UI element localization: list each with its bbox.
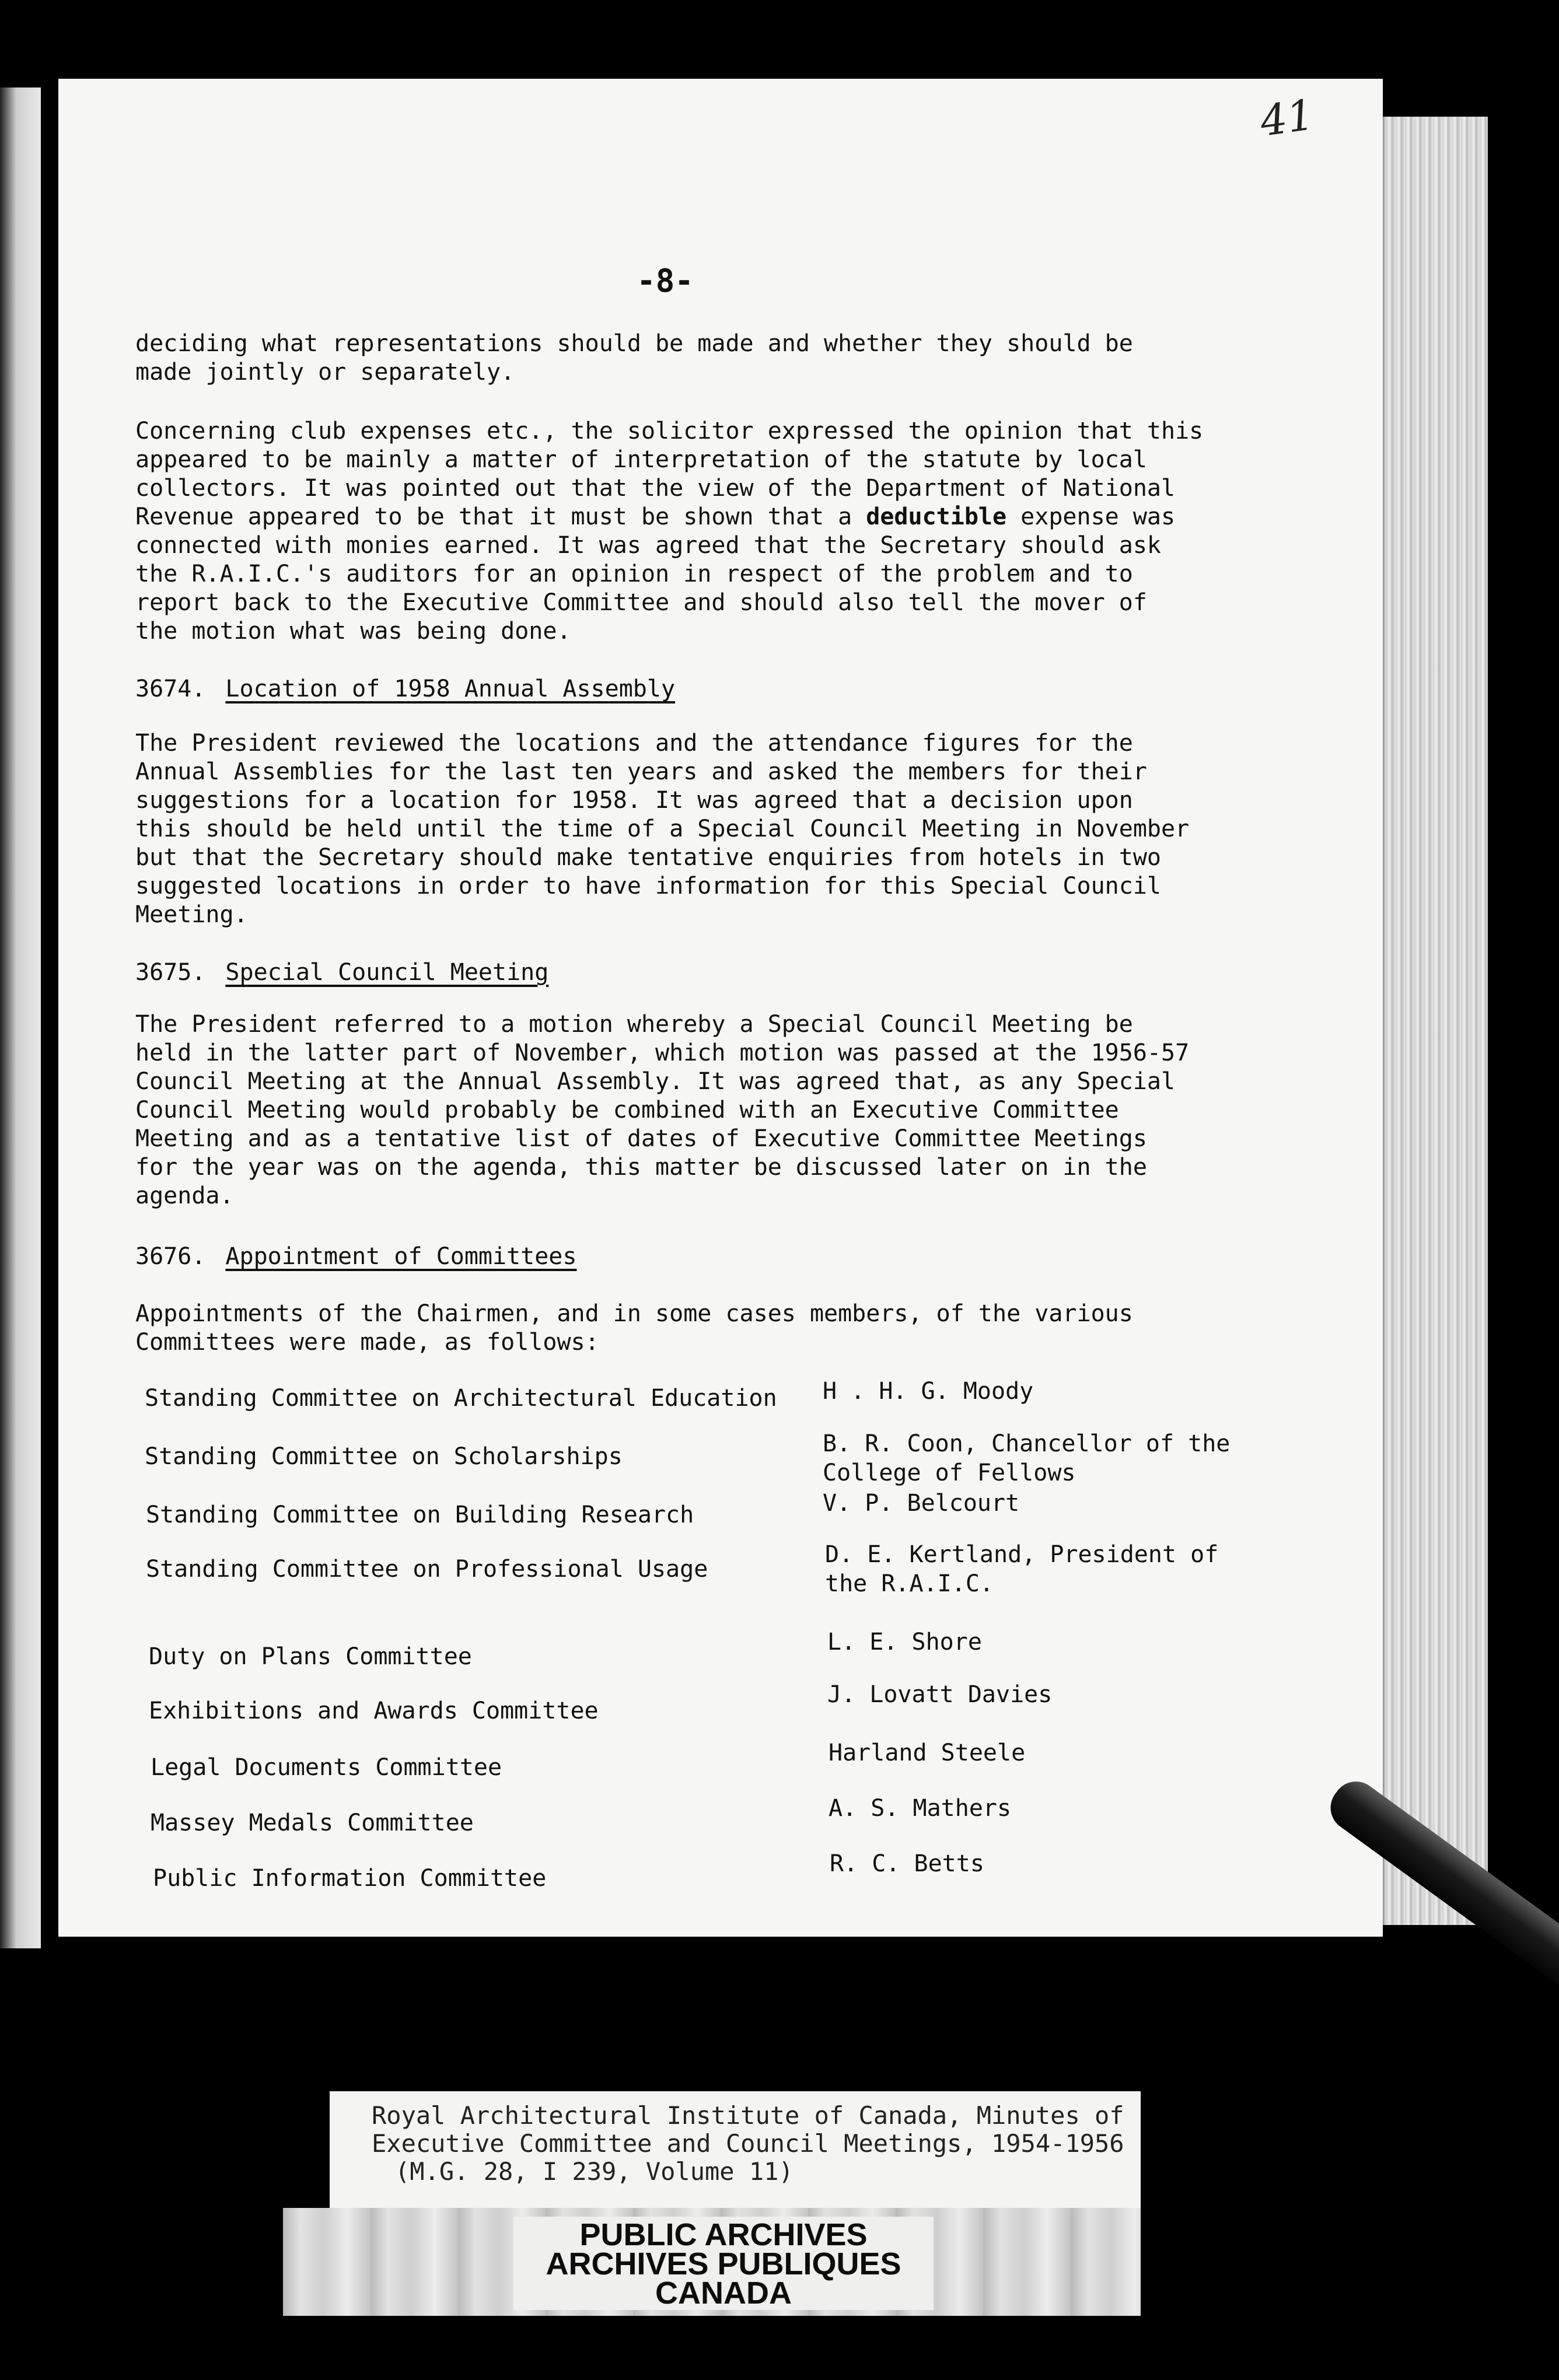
typed-page-marker: -8- [637,262,694,299]
section-title: Special Council Meeting [225,959,549,986]
stamp-line: CANADA [655,2276,792,2311]
paragraph-line: Council Meeting at the Annual Assembly. It was agreed that, as any Special [135,1068,1176,1095]
committee-name: Public Information Committee [153,1865,547,1892]
archives-stamp [513,2217,934,2310]
section-number: 3675. [135,959,206,986]
committee-chair: A. S. Mathers [829,1795,1012,1822]
paragraph-line: suggested locations in order to have information for this Special Council [135,873,1161,900]
committee-chair: V. P. Belcourt [823,1490,1020,1517]
paragraph-line: Committees were made, as follows: [135,1329,599,1356]
section-body-3676 [135,1300,1209,1357]
section-body-3674 [135,729,1209,929]
stamp-line: PUBLIC ARCHIVES [579,2217,868,2252]
committee-name: Standing Committee on Scholarships [145,1443,623,1470]
committee-name: Standing Committee on Building Research [146,1502,694,1528]
paragraph-line: Meeting and as a tentative list of dates of Executive Committee Meetings [135,1125,1147,1152]
paragraph-line: agenda. [135,1182,234,1209]
paragraph-line: The President referred to a motion whereby a Special Council Meeting be [135,1011,1133,1038]
paragraph-line: Council Meeting would probably be combined with an Executive Committee [135,1097,1119,1124]
paragraph-line: for the year was on the agenda, this matter be discussed later on in the [135,1154,1147,1181]
paragraph-line: suggestions for a location for 1958. It was agreed that a decision upon [135,787,1133,814]
section-heading-3674 [135,675,675,704]
section-heading-3676 [135,1242,576,1271]
paragraph-line: deciding what representations should be made and whether they should be [135,330,1133,357]
committee-chair: D. E. Kertland, President of the R.A.I.C. [825,1541,1219,1597]
paragraph-line: Meeting. [135,901,248,928]
section-body-3675 [135,1010,1209,1210]
section-title: Location of 1958 Annual Assembly [225,676,676,702]
committee-name: Duty on Plans Committee [149,1643,472,1670]
club-expenses-paragraph [135,417,1209,646]
section-number: 3676. [135,1243,206,1270]
section-number: 3674. [135,676,206,702]
committee-chair: J. Lovatt Davies [827,1681,1053,1708]
citation-line: (M.G. 28, I 239, Volume 11) [395,2157,794,2186]
paragraph-line: connected with monies earned. It was agreed that the Secretary should ask [135,532,1161,559]
section-heading-3675 [135,958,548,987]
paragraph-line: Concerning club expenses etc., the solicitor expressed the opinion that this [135,418,1204,444]
paragraph-line: this should be held until the time of a Special Council Meeting in November [135,816,1190,842]
section-title: Appointment of Committees [225,1243,577,1270]
committee-chair: R. C. Betts [830,1850,984,1877]
paragraph-line: The President reviewed the locations and the attendance figures for the [135,730,1133,757]
committee-name: Exhibitions and Awards Committee [149,1698,599,1724]
intro-paragraph [135,330,1209,387]
citation-line: Executive Committee and Council Meetings, 1954-1956 [372,2129,1124,2158]
paragraph-line: Revenue appeared to be that it must be shown that a deductible expense was [135,503,1176,530]
paragraph-line: Annual Assemblies for the last ten years and asked the members for their [135,758,1147,785]
committee-chair: H . H. G. Moody [823,1378,1034,1405]
committee-chair: Harland Steele [829,1740,1026,1766]
citation-line: Royal Architectural Institute of Canada, Minutes of [372,2101,1124,2130]
committee-chair: L. E. Shore [827,1629,982,1656]
committee-name: Standing Committee on Professional Usage [146,1556,708,1583]
paragraph-line: the R.A.I.C.'s auditors for an opinion in respect of the problem and to [135,561,1133,587]
paragraph-line: made jointly or separately. [135,359,515,386]
paragraph-line: Appointments of the Chairmen, and in some cases members, of the various [135,1300,1133,1327]
left-page-edge [0,88,41,1948]
paragraph-line: but that the Secretary should make tentative enquiries from hotels in two [135,844,1161,871]
stamp-line: ARCHIVES PUBLIQUES [546,2246,901,2281]
paragraph-line: held in the latter part of November, which motion was passed at the 1956-57 [135,1040,1190,1066]
committee-chair: B. R. Coon, Chancellor of the College of Fellows [823,1430,1231,1486]
book-page-edges [1377,117,1488,1925]
paragraph-line: appeared to be mainly a matter of interpretation of the statute by local [135,446,1147,473]
handwritten-page-number: 41 [1257,90,1317,146]
paragraph-line: the motion what was being done. [135,618,571,645]
committee-name: Standing Committee on Architectural Education [145,1385,777,1412]
paragraph-line: report back to the Executive Committee and should also tell the mover of [135,589,1147,616]
paragraph-line: collectors. It was pointed out that the view of the Department of National [135,475,1176,502]
committee-name: Massey Medals Committee [151,1810,474,1836]
committee-name: Legal Documents Committee [151,1754,502,1781]
